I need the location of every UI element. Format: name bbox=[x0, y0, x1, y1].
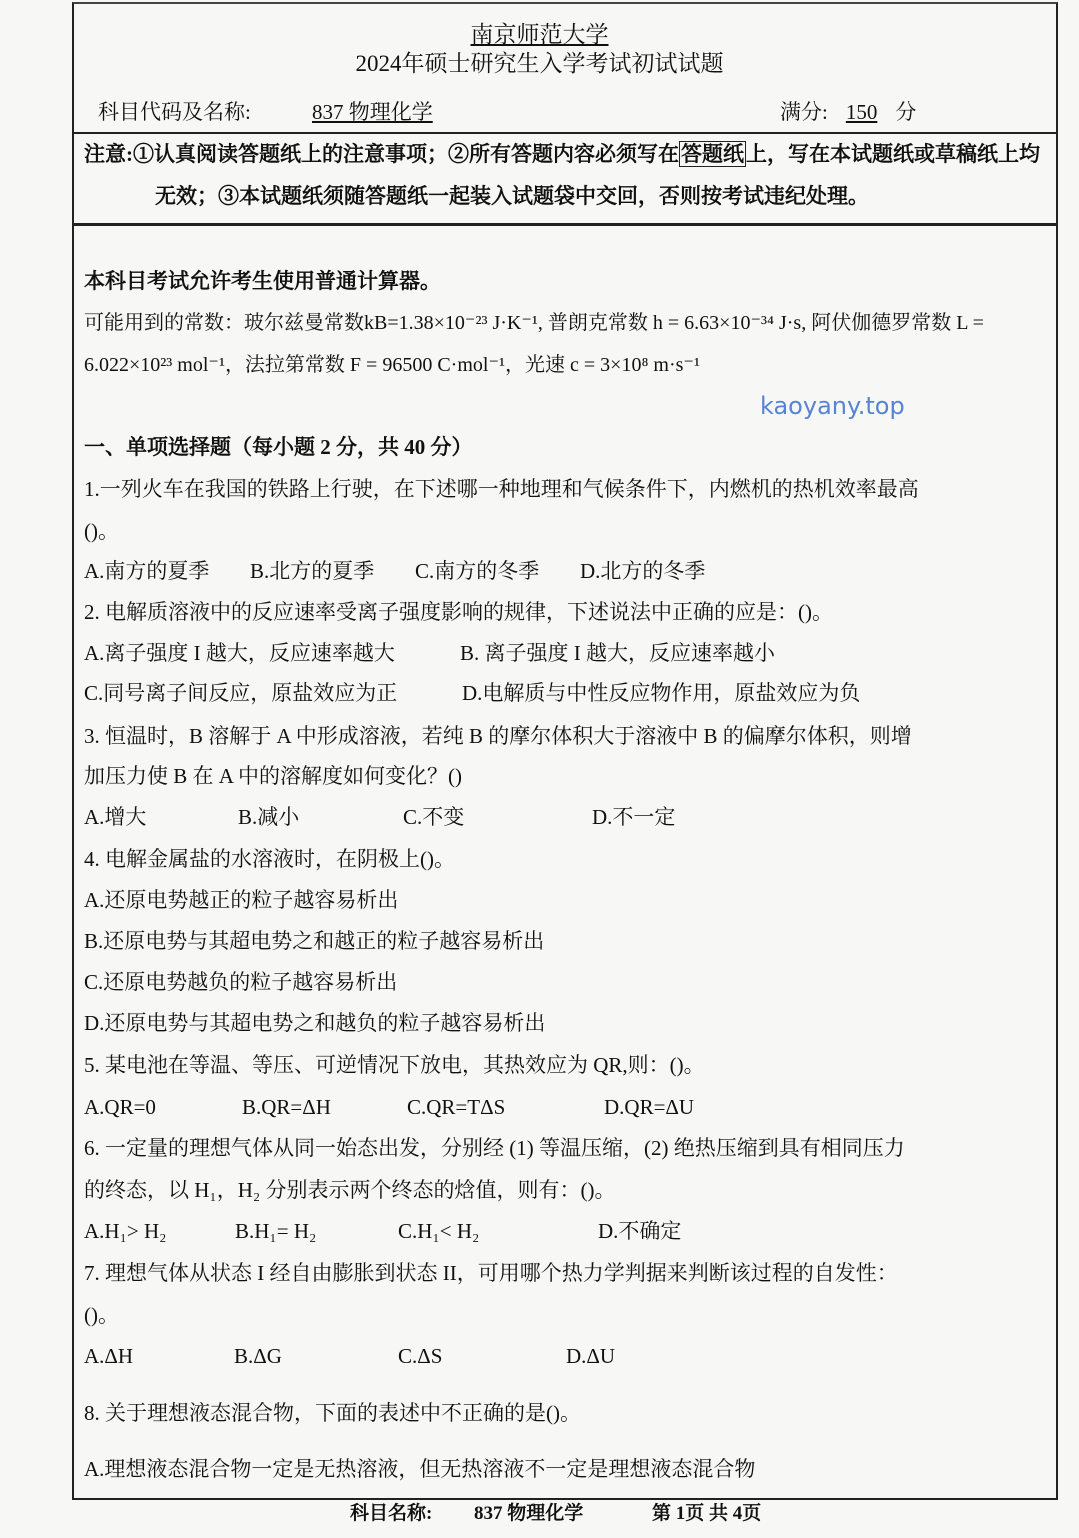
notice-divider bbox=[74, 223, 1056, 226]
option: B.H₁= H₂ bbox=[235, 1219, 317, 1243]
option: B.北方的夏季 bbox=[250, 559, 375, 583]
constants-line-1: 可能用到的常数：玻尔兹曼常数kB=1.38×10⁻²³ J·K⁻¹, 普朗克常数 h = 6.63×10⁻³⁴ J·s, 阿伏伽德罗常数 L = bbox=[84, 312, 984, 334]
question-stem: 3. 恒温时，B 溶解于 A 中形成溶液，若纯 B 的摩尔体积大于溶液中 B 的偏摩尔体积，则增 bbox=[84, 724, 912, 748]
option: D.不一定 bbox=[592, 805, 676, 829]
question-stem: 1.一列火车在我国的铁路上行驶，在下述哪一种地理和气候条件下，内燃机的热机效率最高 bbox=[84, 477, 919, 501]
option: D.不确定 bbox=[598, 1219, 682, 1243]
page-number: 第 1页 共 4页 bbox=[652, 1503, 762, 1524]
exam-title: 2024年硕士研究生入学考试初试试题 bbox=[355, 51, 724, 76]
option: D.还原电势与其超电势之和越负的粒子越容易析出 bbox=[84, 1011, 546, 1035]
question-stem: 5. 某电池在等温、等压、可逆情况下放电，其热效应为 QR,则：()。 bbox=[84, 1053, 705, 1077]
section-heading: 一、单项选择题（每小题 2 分，共 40 分） bbox=[84, 435, 473, 459]
question-stem: 的终态，以 H₁，H₂ 分别表示两个终态的焓值，则有：()。 bbox=[84, 1178, 616, 1202]
question-stem: ()。 bbox=[84, 1303, 119, 1327]
option: C.还原电势越负的粒子越容易析出 bbox=[84, 970, 398, 994]
subject-label: 科目代码及名称: bbox=[98, 100, 251, 124]
option: B.还原电势与其超电势之和越正的粒子越容易析出 bbox=[84, 929, 545, 953]
option: A.南方的夏季 bbox=[84, 559, 210, 583]
option: C.H₁< H₂ bbox=[398, 1219, 480, 1243]
option: A.理想液态混合物一定是无热溶液，但无热溶液不一定是理想液态混合物 bbox=[84, 1457, 756, 1481]
option: D.ΔU bbox=[566, 1344, 616, 1368]
option: D.北方的冬季 bbox=[580, 559, 706, 583]
option: B.ΔG bbox=[234, 1344, 282, 1368]
option: C.南方的冬季 bbox=[415, 559, 540, 583]
answer-sheet-box: 答题纸 bbox=[681, 142, 744, 166]
option: A.还原电势越正的粒子越容易析出 bbox=[84, 888, 399, 912]
score-unit: 分 bbox=[895, 100, 917, 124]
notice-text: 上，写在本试题纸或草稿纸上均 bbox=[746, 142, 1040, 166]
score-label: 满分: bbox=[780, 100, 828, 124]
option: A.增大 bbox=[84, 805, 147, 829]
calculator-note: 本科目考试允许考生使用普通计算器。 bbox=[84, 269, 441, 293]
question-stem: 加压力使 B 在 A 中的溶解度如何变化？() bbox=[84, 764, 462, 788]
option: C.QR=TΔS bbox=[407, 1095, 506, 1119]
watermark: kaoyany.top bbox=[760, 392, 905, 420]
question-stem: 2. 电解质溶液中的反应速率受离子强度影响的规律，下述说法中正确的应是：()。 bbox=[84, 600, 833, 624]
header-divider bbox=[74, 132, 1056, 134]
notice-line-1 bbox=[84, 141, 1040, 167]
option: C.同号离子间反应，原盐效应为正 bbox=[84, 681, 398, 705]
notice-line-2: 无效；③本试题纸须随答题纸一起装入试题袋中交回，否则按考试违纪处理。 bbox=[155, 184, 869, 208]
question-stem: 4. 电解金属盐的水溶液时，在阴极上()。 bbox=[84, 847, 455, 871]
question-stem: 6. 一定量的理想气体从同一始态出发，分别经 (1) 等温压缩，(2) 绝热压缩到具有相同压力 bbox=[84, 1136, 905, 1160]
question-stem: 8. 关于理想液态混合物，下面的表述中不正确的是()。 bbox=[84, 1401, 581, 1425]
question-stem: ()。 bbox=[84, 519, 119, 543]
option: D.电解质与中性反应物作用，原盐效应为负 bbox=[462, 681, 861, 705]
option: A.ΔH bbox=[84, 1344, 134, 1368]
option: C.ΔS bbox=[398, 1344, 443, 1368]
option: A.离子强度 I 越大，反应速率越大 bbox=[84, 641, 395, 665]
full-score bbox=[780, 99, 916, 125]
question-stem: 7. 理想气体从状态 I 经自由膨胀到状态 II，可用哪个热力学判据来判断该过程的自发性： bbox=[84, 1261, 898, 1285]
option: C.不变 bbox=[403, 805, 465, 829]
option: A.QR=0 bbox=[84, 1095, 156, 1119]
subject-value: 837 物理化学 bbox=[312, 100, 433, 124]
option: D.QR=ΔU bbox=[604, 1095, 695, 1119]
footer-subject-value: 837 物理化学 bbox=[474, 1503, 584, 1524]
notice-text: 注意:①认真阅读答题纸上的注意事项；②所有答题内容必须写在 bbox=[84, 142, 679, 166]
option: A.H₁> H₂ bbox=[84, 1219, 167, 1243]
university-name: 南京师范大学 bbox=[470, 22, 609, 47]
option: B.减小 bbox=[238, 805, 300, 829]
score-value: 150 bbox=[845, 100, 878, 124]
constants-line-2: 6.022×10²³ mol⁻¹，法拉第常数 F = 96500 C·mol⁻¹，光速 c = 3×10⁸ m·s⁻¹ bbox=[84, 354, 700, 376]
option: B.QR=ΔH bbox=[242, 1095, 331, 1119]
option: B. 离子强度 I 越大，反应速率越小 bbox=[460, 641, 775, 665]
footer-subject-label: 科目名称: bbox=[350, 1503, 433, 1524]
